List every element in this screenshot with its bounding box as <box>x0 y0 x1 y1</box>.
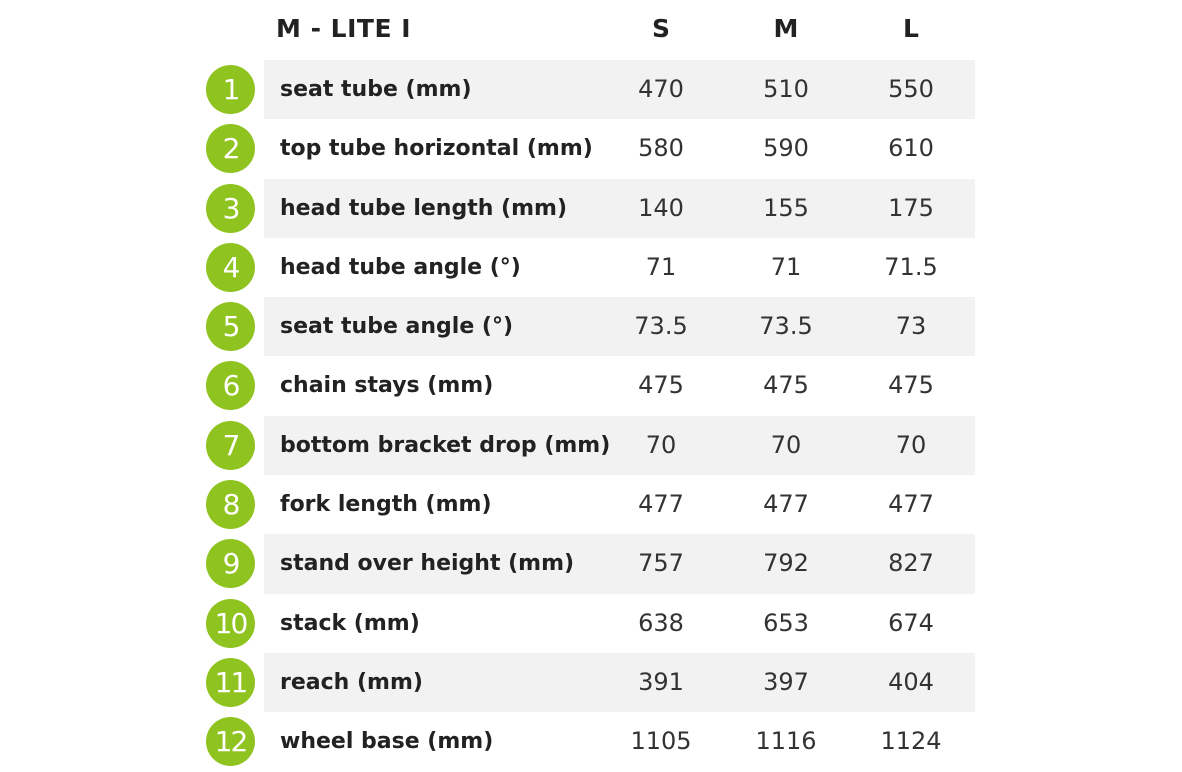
value-m: 155 <box>763 193 809 222</box>
row-label: bottom bracket drop (mm) <box>280 432 611 458</box>
value-m: 792 <box>763 549 809 578</box>
table-row <box>0 534 1182 593</box>
value-m: 477 <box>763 490 809 519</box>
value-m: 475 <box>763 371 809 400</box>
table-row <box>0 416 1182 475</box>
value-l: 550 <box>888 75 934 103</box>
value-s: 70 <box>645 430 677 459</box>
value-s: 470 <box>638 75 684 103</box>
row-label: reach (mm) <box>280 669 423 695</box>
row-label: wheel base (mm) <box>280 729 494 755</box>
row-label: seat tube (mm) <box>280 77 472 102</box>
value-s: 391 <box>638 667 684 696</box>
value-m: 510 <box>763 75 809 103</box>
row-label: stack (mm) <box>280 610 420 636</box>
value-l: 73 <box>895 312 927 341</box>
value-s: 477 <box>638 490 684 519</box>
value-s: 757 <box>638 549 684 578</box>
value-l: 475 <box>888 371 934 400</box>
value-l: 477 <box>888 490 934 519</box>
row-label: stand over height (mm) <box>280 551 575 577</box>
size-header-s: S <box>651 14 670 43</box>
value-m: 590 <box>763 134 809 163</box>
value-s: 71 <box>645 252 677 281</box>
value-s: 140 <box>638 193 684 222</box>
table-title: M - LITE I <box>276 14 412 43</box>
value-l: 610 <box>888 134 934 163</box>
table-row <box>0 238 1182 297</box>
value-l: 175 <box>888 193 934 222</box>
row-number-badge: 5 <box>206 302 255 351</box>
row-label: head tube length (mm) <box>280 195 568 221</box>
value-s: 73.5 <box>634 312 688 341</box>
value-l: 70 <box>895 430 927 459</box>
value-m: 70 <box>770 430 802 459</box>
value-l: 1124 <box>880 727 942 756</box>
value-s: 475 <box>638 371 684 400</box>
table-row <box>0 475 1182 534</box>
size-header-m: M <box>773 14 799 43</box>
value-m: 73.5 <box>759 312 813 341</box>
table-row <box>0 712 1182 771</box>
value-l: 404 <box>888 667 934 696</box>
value-s: 1105 <box>630 727 692 756</box>
value-s: 638 <box>638 608 684 637</box>
table-row <box>0 179 1182 238</box>
row-number-badge: 6 <box>206 361 255 410</box>
size-header-l: L <box>903 14 919 43</box>
value-l: 827 <box>888 549 934 578</box>
row-number-badge: 1 <box>206 65 255 114</box>
table-row <box>0 297 1182 356</box>
row-number-badge: 4 <box>206 243 255 292</box>
row-number-badge: 9 <box>206 539 255 588</box>
table-header <box>0 0 1182 60</box>
row-label: seat tube angle (°) <box>280 314 514 340</box>
geometry-table-body <box>0 60 1182 772</box>
value-m: 653 <box>763 608 809 637</box>
row-number-badge: 7 <box>206 421 255 470</box>
table-row <box>0 60 1182 119</box>
row-label: top tube horizontal (mm) <box>280 136 593 162</box>
row-number-badge: 3 <box>206 184 255 233</box>
row-label: fork length (mm) <box>280 492 492 518</box>
table-row <box>0 594 1182 653</box>
row-number-badge: 12 <box>206 717 255 766</box>
value-s: 580 <box>638 134 684 163</box>
row-number-badge: 2 <box>206 124 255 173</box>
row-number-badge: 8 <box>206 480 255 529</box>
table-row <box>0 653 1182 712</box>
row-number-badge: 10 <box>206 599 255 648</box>
value-l: 674 <box>888 608 934 637</box>
value-m: 71 <box>770 252 802 281</box>
row-number-badge: 11 <box>206 658 255 707</box>
value-l: 71.5 <box>884 252 938 281</box>
row-label: head tube angle (°) <box>280 254 521 280</box>
value-m: 1116 <box>755 727 817 756</box>
row-label: chain stays (mm) <box>280 373 494 399</box>
table-row <box>0 119 1182 178</box>
table-row <box>0 356 1182 415</box>
value-m: 397 <box>763 667 809 696</box>
